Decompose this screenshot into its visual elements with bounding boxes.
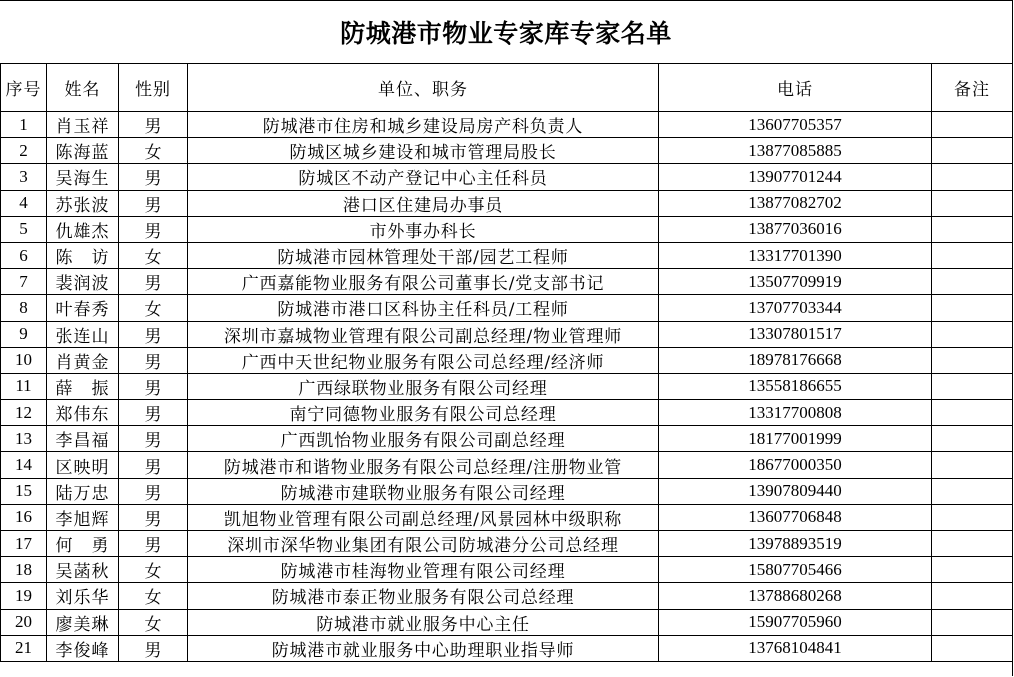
- cell-unit: 广西绿联物业服务有限公司经理: [188, 373, 659, 399]
- header-seq: 序号: [1, 64, 47, 112]
- expert-table: [0, 64, 1013, 662]
- cell-gender: 女: [119, 242, 188, 268]
- cell-phone: 13877082702: [659, 190, 932, 216]
- cell-remark: [932, 347, 1013, 373]
- cell-unit: 防城港市泰正物业服务有限公司总经理: [188, 583, 659, 609]
- cell-remark: [932, 531, 1013, 557]
- cell-phone: 13707703344: [659, 295, 932, 321]
- cell-remark: [932, 112, 1013, 138]
- page-title: 防城港市物业专家库专家名单: [340, 19, 672, 48]
- table-row: [1, 216, 1013, 242]
- table-row: [1, 400, 1013, 426]
- cell-name: 肖玉祥: [47, 112, 119, 138]
- cell-name: 陈海蓝: [47, 138, 119, 164]
- cell-name: 李俊峰: [47, 635, 119, 661]
- cell-unit: 防城港市园林管理处干部/园艺工程师: [188, 242, 659, 268]
- cell-seq: 8: [1, 295, 47, 321]
- cell-phone: 13507709919: [659, 269, 932, 295]
- cell-name: 李旭辉: [47, 504, 119, 530]
- table-row: [1, 557, 1013, 583]
- header-remark: 备注: [932, 64, 1013, 112]
- cell-phone: 13907809440: [659, 478, 932, 504]
- cell-gender: 男: [119, 635, 188, 661]
- cell-phone: 13307801517: [659, 321, 932, 347]
- cell-phone: 15807705466: [659, 557, 932, 583]
- table-row: [1, 478, 1013, 504]
- cell-phone: 18177001999: [659, 426, 932, 452]
- cell-remark: [932, 321, 1013, 347]
- cell-seq: 18: [1, 557, 47, 583]
- cell-unit: 防城港市港口区科协主任科员/工程师: [188, 295, 659, 321]
- cell-seq: 9: [1, 321, 47, 347]
- cell-seq: 6: [1, 242, 47, 268]
- cell-gender: 男: [119, 373, 188, 399]
- cell-remark: [932, 452, 1013, 478]
- table-row: [1, 295, 1013, 321]
- cell-phone: 18677000350: [659, 452, 932, 478]
- cell-seq: 10: [1, 347, 47, 373]
- cell-phone: 13607706848: [659, 504, 932, 530]
- cell-name: 陆万忠: [47, 478, 119, 504]
- cell-seq: 20: [1, 609, 47, 635]
- cell-seq: 15: [1, 478, 47, 504]
- cell-name: 仇雄杰: [47, 216, 119, 242]
- cell-unit: 防城港市住房和城乡建设局房产科负责人: [188, 112, 659, 138]
- cell-seq: 17: [1, 531, 47, 557]
- cell-phone: 13877036016: [659, 216, 932, 242]
- table-row: [1, 138, 1013, 164]
- cell-seq: 21: [1, 635, 47, 661]
- cell-remark: [932, 138, 1013, 164]
- cell-remark: [932, 504, 1013, 530]
- cell-phone: 13978893519: [659, 531, 932, 557]
- cell-name: 李昌福: [47, 426, 119, 452]
- cell-gender: 女: [119, 609, 188, 635]
- table-row: [1, 164, 1013, 190]
- table-row: [1, 321, 1013, 347]
- cell-gender: 男: [119, 164, 188, 190]
- cell-remark: [932, 216, 1013, 242]
- cell-seq: 1: [1, 112, 47, 138]
- cell-seq: 2: [1, 138, 47, 164]
- table-row: [1, 242, 1013, 268]
- cell-name: 薛 振: [47, 373, 119, 399]
- cell-phone: 13317700808: [659, 400, 932, 426]
- cell-name: 陈 访: [47, 242, 119, 268]
- cell-phone: 15907705960: [659, 609, 932, 635]
- cell-phone: 18978176668: [659, 347, 932, 373]
- cell-seq: 16: [1, 504, 47, 530]
- cell-phone: 13317701390: [659, 242, 932, 268]
- cell-unit: 深圳市深华物业集团有限公司防城港分公司总经理: [188, 531, 659, 557]
- table-row: [1, 583, 1013, 609]
- table-row: [1, 531, 1013, 557]
- table-row: [1, 635, 1013, 661]
- cell-name: 苏张波: [47, 190, 119, 216]
- cell-gender: 女: [119, 583, 188, 609]
- header-unit: 单位、职务: [188, 64, 659, 112]
- cell-name: 张连山: [47, 321, 119, 347]
- cell-seq: 14: [1, 452, 47, 478]
- header-phone: 电话: [659, 64, 932, 112]
- cell-unit: 防城港市就业服务中心主任: [188, 609, 659, 635]
- cell-gender: 男: [119, 321, 188, 347]
- cell-name: 吴海生: [47, 164, 119, 190]
- cell-remark: [932, 400, 1013, 426]
- cell-gender: 男: [119, 426, 188, 452]
- cell-name: 裴润波: [47, 269, 119, 295]
- cell-seq: 7: [1, 269, 47, 295]
- cell-name: 区映明: [47, 452, 119, 478]
- table-row: [1, 609, 1013, 635]
- cell-name: 郑伟东: [47, 400, 119, 426]
- cell-remark: [932, 478, 1013, 504]
- cell-seq: 5: [1, 216, 47, 242]
- cell-remark: [932, 295, 1013, 321]
- cell-gender: 女: [119, 138, 188, 164]
- cell-phone: 13877085885: [659, 138, 932, 164]
- cell-phone: 13788680268: [659, 583, 932, 609]
- cell-unit: 广西中天世纪物业服务有限公司总经理/经济师: [188, 347, 659, 373]
- cell-gender: 男: [119, 400, 188, 426]
- cell-name: 刘乐华: [47, 583, 119, 609]
- cell-gender: 男: [119, 190, 188, 216]
- table-row: [1, 269, 1013, 295]
- cell-seq: 12: [1, 400, 47, 426]
- cell-phone: 13907701244: [659, 164, 932, 190]
- cell-gender: 男: [119, 112, 188, 138]
- cell-seq: 13: [1, 426, 47, 452]
- header-gender: 性别: [119, 64, 188, 112]
- header-row: [1, 64, 1013, 112]
- cell-unit: 防城港市桂海物业管理有限公司经理: [188, 557, 659, 583]
- table-row: [1, 190, 1013, 216]
- cell-name: 何 勇: [47, 531, 119, 557]
- table-row: [1, 426, 1013, 452]
- title-row: [0, 1, 1012, 64]
- table-row: [1, 347, 1013, 373]
- table-row: [1, 112, 1013, 138]
- cell-gender: 男: [119, 347, 188, 373]
- cell-unit: 防城区城乡建设和城市管理局股长: [188, 138, 659, 164]
- cell-name: 吴菡秋: [47, 557, 119, 583]
- cell-gender: 男: [119, 452, 188, 478]
- cell-seq: 3: [1, 164, 47, 190]
- cell-remark: [932, 373, 1013, 399]
- table-row: [1, 373, 1013, 399]
- cell-unit: 凯旭物业管理有限公司副总经理/风景园林中级职称: [188, 504, 659, 530]
- cell-unit: 防城港市建联物业服务有限公司经理: [188, 478, 659, 504]
- cell-seq: 4: [1, 190, 47, 216]
- cell-unit: 防城港市就业服务中心助理职业指导师: [188, 635, 659, 661]
- cell-unit: 南宁同德物业服务有限公司总经理: [188, 400, 659, 426]
- cell-seq: 11: [1, 373, 47, 399]
- cell-remark: [932, 242, 1013, 268]
- cell-gender: 男: [119, 478, 188, 504]
- cell-unit: 市外事办科长: [188, 216, 659, 242]
- cell-remark: [932, 190, 1013, 216]
- cell-unit: 深圳市嘉城物业管理有限公司副总经理/物业管理师: [188, 321, 659, 347]
- header-name: 姓名: [47, 64, 119, 112]
- cell-remark: [932, 426, 1013, 452]
- cell-remark: [932, 164, 1013, 190]
- cell-gender: 女: [119, 295, 188, 321]
- cell-unit: 广西嘉能物业服务有限公司董事长/党支部书记: [188, 269, 659, 295]
- cell-remark: [932, 557, 1013, 583]
- table-row: [1, 504, 1013, 530]
- cell-unit: 防城区不动产登记中心主任科员: [188, 164, 659, 190]
- cell-seq: 19: [1, 583, 47, 609]
- cell-gender: 男: [119, 269, 188, 295]
- cell-remark: [932, 583, 1013, 609]
- cell-name: 叶春秀: [47, 295, 119, 321]
- cell-name: 廖美琳: [47, 609, 119, 635]
- cell-gender: 男: [119, 531, 188, 557]
- cell-unit: 防城港市和谐物业服务有限公司总经理/注册物业管: [188, 452, 659, 478]
- cell-unit: 广西凯怡物业服务有限公司副总经理: [188, 426, 659, 452]
- cell-gender: 男: [119, 504, 188, 530]
- cell-gender: 女: [119, 557, 188, 583]
- cell-remark: [932, 269, 1013, 295]
- cell-phone: 13768104841: [659, 635, 932, 661]
- cell-remark: [932, 635, 1013, 661]
- table-row: [1, 452, 1013, 478]
- cell-remark: [932, 609, 1013, 635]
- cell-unit: 港口区住建局办事员: [188, 190, 659, 216]
- cell-name: 肖黄金: [47, 347, 119, 373]
- cell-phone: 13558186655: [659, 373, 932, 399]
- cell-phone: 13607705357: [659, 112, 932, 138]
- cell-gender: 男: [119, 216, 188, 242]
